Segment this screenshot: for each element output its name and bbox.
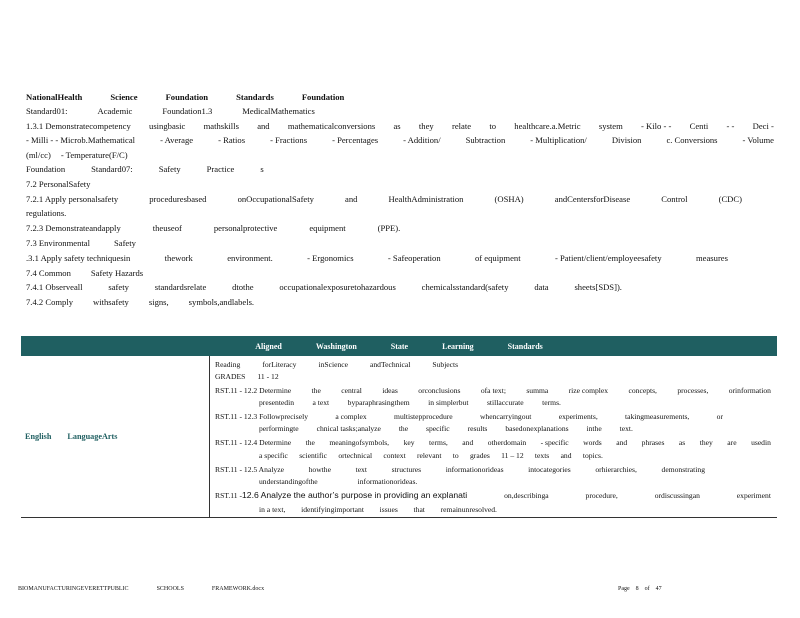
text-segment: terms. xyxy=(542,398,561,407)
text-segment: central xyxy=(341,386,362,395)
text-segment: MedicalMathematics xyxy=(242,106,315,116)
text-segment: concepts, xyxy=(628,386,657,395)
footer-text: BIOMANUFACTURINGEVERETTPUBLIC xyxy=(18,586,129,592)
text-segment: or xyxy=(716,412,723,421)
text-segment: .3.1 Apply safety techniquesin xyxy=(26,253,131,263)
text-segment: symbols,andlabels. xyxy=(188,297,255,307)
text-segment: - Multiplication/ xyxy=(530,135,587,145)
text-segment: demonstrating xyxy=(661,465,705,474)
text-segment: 7.3 Environmental xyxy=(26,238,90,248)
text-segment: the xyxy=(311,386,321,395)
text-segment: words xyxy=(583,438,602,447)
text-segment: as xyxy=(393,121,401,131)
text-segment: mathematicalconversions xyxy=(287,121,376,131)
heading-word: Foundation xyxy=(301,92,345,102)
text-segment: orconclusions xyxy=(418,386,461,395)
text-segment: Safety xyxy=(158,164,181,174)
text-segment: (CDC) xyxy=(718,194,742,204)
text-segment: on,describinga xyxy=(504,491,549,500)
text-segment: processes, xyxy=(677,386,709,395)
text-segment: 11 – 12 xyxy=(501,451,524,460)
text-segment: thework xyxy=(164,253,193,263)
text-segment: dtothe xyxy=(232,282,254,292)
conversions-line xyxy=(26,150,774,160)
text-segment: the xyxy=(398,424,409,433)
text-segment: and xyxy=(616,438,628,447)
standards-cell xyxy=(215,356,771,517)
section-7-4-line xyxy=(26,268,774,278)
text-segment: Safety Hazards xyxy=(90,268,144,278)
text-segment: orhierarchies, xyxy=(595,465,637,474)
table-line xyxy=(259,451,603,460)
text-segment: relate xyxy=(451,121,472,131)
rst-12-6-lead xyxy=(215,491,467,500)
text-segment: Subtraction xyxy=(465,135,506,145)
text-segment: experiment xyxy=(736,491,771,500)
subject-word: English xyxy=(25,432,52,441)
text-segment: text xyxy=(355,465,367,474)
footer-text: Page xyxy=(618,586,630,592)
footer-text: SCHOOLS xyxy=(156,586,184,592)
standard-07-line xyxy=(26,164,774,174)
header-word: Standards xyxy=(507,341,543,351)
text-segment: 7.2 PersonalSafety xyxy=(26,179,91,189)
text-segment: HealthAdministration xyxy=(388,194,464,204)
text-segment: terms, xyxy=(429,438,448,447)
text-segment: understandingofthe xyxy=(259,477,318,486)
text-segment: multistepprocedure xyxy=(394,412,453,421)
text-segment: issues xyxy=(379,505,398,514)
text-segment: structures xyxy=(391,465,422,474)
text-segment: takingmeasurements, xyxy=(625,412,690,421)
text-segment: are xyxy=(727,438,737,447)
text-segment: informationorideas. xyxy=(357,477,418,486)
text-segment: of equipment xyxy=(475,253,521,263)
text-segment: ideas xyxy=(382,386,398,395)
header-word: Aligned xyxy=(255,341,282,351)
heading-word: Science xyxy=(110,92,138,102)
text-segment: - Average xyxy=(160,135,194,145)
section-7-2-line xyxy=(26,179,774,189)
heading-word: Foundation xyxy=(165,92,209,102)
footer-text: FRAMEWORK.docx xyxy=(211,586,265,592)
text-segment: equipment xyxy=(309,223,346,233)
text-segment: Division xyxy=(611,135,642,145)
text-segment: withsafety xyxy=(93,297,129,307)
text-segment: in a text, xyxy=(259,505,286,514)
text-segment: relevant xyxy=(417,451,442,460)
text-segment: topics. xyxy=(582,451,603,460)
text-segment: RST.11 - 12.4 Determine xyxy=(215,438,292,447)
text-segment: - Patient/client/employeesafety xyxy=(554,253,662,263)
item-7-4-1-line xyxy=(26,282,622,292)
text-segment: specific xyxy=(426,424,450,433)
text-segment: regulations. xyxy=(26,208,67,218)
text-segment: grades xyxy=(470,451,490,460)
subject-cell xyxy=(21,356,210,517)
text-segment: the xyxy=(305,438,315,447)
text-segment: Academic xyxy=(97,106,133,116)
text-segment: they xyxy=(699,438,713,447)
text-segment: usedin xyxy=(751,438,771,447)
table-line xyxy=(259,477,771,486)
math-list-line xyxy=(26,135,774,145)
text-segment: sheets[SDS]). xyxy=(574,282,622,292)
heading-word: Standards xyxy=(236,92,274,102)
text-segment: performingte xyxy=(259,424,299,433)
heading-word: NationalHealth xyxy=(26,92,83,102)
text-segment: 12.6 Analyze the author’s purpose in providing an explanati xyxy=(242,490,468,500)
text-segment: summa xyxy=(526,386,549,395)
text-segment: occupationalexposuretohazardous xyxy=(279,282,396,292)
text-segment: signs, xyxy=(148,297,169,307)
footer-filename xyxy=(18,586,658,592)
footer-page-number xyxy=(618,586,662,592)
item-7-3-1-line xyxy=(26,253,728,263)
text-segment: presentedin xyxy=(259,398,295,407)
text-segment: (PPE). xyxy=(377,223,401,233)
table-line xyxy=(215,412,723,421)
table-line xyxy=(215,386,771,395)
text-segment: c. Conversions xyxy=(666,135,718,145)
text-segment: Control xyxy=(661,194,688,204)
text-segment: texts xyxy=(534,451,550,460)
text-segment: 7.2.3 Demonstrateandapply xyxy=(26,223,121,233)
text-segment: context xyxy=(383,451,406,460)
text-segment: safety xyxy=(108,282,129,292)
text-segment: chnical tasks;analyze xyxy=(316,424,381,433)
table-line xyxy=(215,372,771,381)
text-segment: measures xyxy=(695,253,728,263)
text-segment: and xyxy=(345,194,358,204)
item-7-2-3-line xyxy=(26,223,774,233)
text-segment: stillaccurate xyxy=(486,398,524,407)
text-segment: - specific xyxy=(540,438,569,447)
text-segment: remainunresolved. xyxy=(440,505,497,514)
text-segment: informationorideas xyxy=(445,465,504,474)
text-segment: that xyxy=(413,505,425,514)
text-segment: Subjects xyxy=(432,360,459,369)
text-segment: RST.11 - 12.3 Followprecisely xyxy=(215,412,309,421)
text-segment: 7.4 Common xyxy=(26,268,71,278)
text-segment: - Volume xyxy=(742,135,774,145)
text-segment: forLiteracy xyxy=(262,360,297,369)
text-segment: environment. xyxy=(227,253,273,263)
text-segment: Reading xyxy=(215,360,241,369)
text-segment: usingbasic xyxy=(149,121,186,131)
text-segment: - Percentages xyxy=(332,135,379,145)
table-line xyxy=(215,360,459,369)
text-segment: theuseof xyxy=(152,223,182,233)
regulations-line xyxy=(26,208,774,218)
text-segment: and xyxy=(462,438,474,447)
text-segment: (ml/cc) xyxy=(26,150,51,160)
text-segment: phrases xyxy=(641,438,665,447)
text-segment: andTechnical xyxy=(370,360,411,369)
aligned-standards-header xyxy=(21,336,777,356)
text-segment: and xyxy=(560,451,572,460)
text-segment: ofa text; xyxy=(480,386,506,395)
text-segment: - Addition/ xyxy=(403,135,441,145)
text-segment: they xyxy=(418,121,434,131)
text-segment: to xyxy=(452,451,459,460)
text-segment: meaningofsymbols, xyxy=(329,438,390,447)
item-7-4-2-line xyxy=(26,297,774,307)
text-segment: GRADES xyxy=(215,372,246,381)
text-segment: - Kilo - - xyxy=(641,121,672,131)
text-segment: rize complex xyxy=(568,386,609,395)
text-segment: experiments, xyxy=(558,412,598,421)
text-segment: a text xyxy=(312,398,330,407)
text-segment: otherdomain xyxy=(487,438,527,447)
text-segment: RST.11 - 12.2 Determine xyxy=(215,386,292,395)
text-segment: ortechnical xyxy=(338,451,373,460)
text-segment: 7.4.1 Observeall xyxy=(26,282,83,292)
text-segment: procedure, xyxy=(585,491,618,500)
text-segment: 11 - 12 xyxy=(257,372,279,381)
text-segment: standardsrelate xyxy=(154,282,207,292)
text-segment: byparaphrasingthem xyxy=(347,398,410,407)
footer-text: 47 xyxy=(655,586,662,592)
text-segment: a complex xyxy=(335,412,367,421)
standards-heading xyxy=(26,92,774,102)
text-segment: - Ratios xyxy=(218,135,246,145)
text-segment: text. xyxy=(619,424,633,433)
text-segment: Safety xyxy=(113,238,136,248)
text-segment: Foundation1.3 xyxy=(162,106,213,116)
table-line xyxy=(215,491,771,500)
text-segment: intocategories xyxy=(528,465,571,474)
text-segment: - Temperature(F/C) xyxy=(60,150,128,160)
header-word: Washington xyxy=(315,341,357,351)
text-segment: a specific xyxy=(259,451,288,460)
text-segment: Foundation xyxy=(26,164,66,174)
header-word: Learning xyxy=(442,341,474,351)
text-segment: chemicalsstandard(safety xyxy=(421,282,509,292)
text-segment: howthe xyxy=(308,465,331,474)
text-segment: andCentersforDisease xyxy=(554,194,631,204)
text-segment: - Ergonomics xyxy=(307,253,354,263)
text-segment: data xyxy=(534,282,549,292)
header-word: State xyxy=(390,341,409,351)
table-line xyxy=(259,398,561,407)
item-1-3-1-line xyxy=(26,121,774,131)
table-line xyxy=(215,438,771,447)
text-segment: Centi xyxy=(689,121,709,131)
table-line xyxy=(259,505,497,514)
text-segment: Practice xyxy=(206,164,235,174)
text-segment: orinformation xyxy=(728,386,771,395)
text-segment: healthcare.a.Metric xyxy=(514,121,581,131)
table-line xyxy=(215,465,705,474)
text-segment: s xyxy=(260,164,264,174)
text-segment: to xyxy=(489,121,497,131)
text-segment: whencarryingout xyxy=(479,412,532,421)
text-segment: inthe xyxy=(586,424,602,433)
text-segment: 1.3.1 Demonstratecompetency xyxy=(26,121,131,131)
text-segment: - Safeoperation xyxy=(387,253,441,263)
text-segment: system xyxy=(598,121,623,131)
text-segment: Standard07: xyxy=(91,164,133,174)
text-segment: RST.11 - xyxy=(215,491,243,500)
standard-01-line xyxy=(26,106,774,116)
section-7-3-line xyxy=(26,238,774,248)
text-segment: (OSHA) xyxy=(494,194,524,204)
footer-text: 8 xyxy=(635,586,639,592)
text-segment: - Fractions xyxy=(270,135,308,145)
text-segment: - - xyxy=(726,121,735,131)
text-segment: onOccupationalSafety xyxy=(237,194,314,204)
footer-text: of xyxy=(644,586,650,592)
text-segment: Deci - xyxy=(752,121,774,131)
subject-word: LanguageArts xyxy=(67,432,118,441)
text-segment: RST.11 - 12.5 Analyze xyxy=(215,465,284,474)
text-segment: key xyxy=(403,438,415,447)
item-7-2-1-line xyxy=(26,194,742,204)
table-line xyxy=(259,424,633,433)
text-segment: in simplerbut xyxy=(428,398,469,407)
text-segment: personalprotective xyxy=(213,223,278,233)
text-segment: proceduresbased xyxy=(149,194,207,204)
text-segment: 7.2.1 Apply personalsafety xyxy=(26,194,119,204)
text-segment: 7.4.2 Comply xyxy=(26,297,74,307)
text-segment: and xyxy=(257,121,270,131)
text-segment: results xyxy=(467,424,488,433)
text-segment: identifyingimportant xyxy=(301,505,364,514)
text-segment: ordiscussingan xyxy=(654,491,700,500)
text-segment: Standard01: xyxy=(26,106,68,116)
text-segment: mathskills xyxy=(203,121,239,131)
text-segment: scientific xyxy=(299,451,328,460)
text-segment: - Milli - - Microb.Mathematical xyxy=(26,135,136,145)
text-segment: basedonexplanations xyxy=(505,424,569,433)
text-segment: as xyxy=(678,438,686,447)
standards-table xyxy=(21,356,777,518)
text-segment: inScience xyxy=(318,360,348,369)
